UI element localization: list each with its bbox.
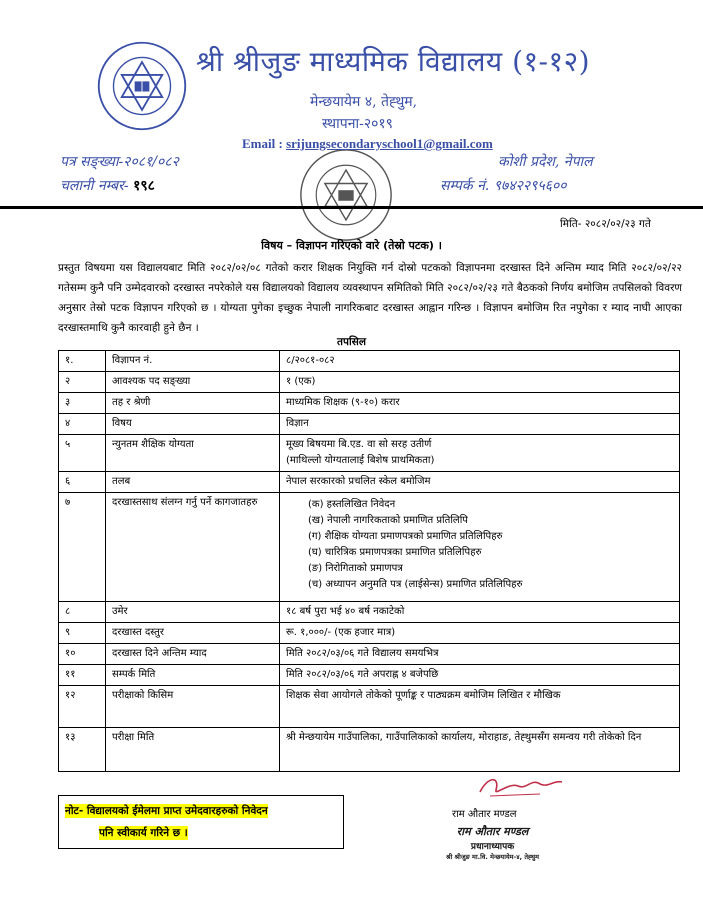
row-field: उमेर	[106, 602, 280, 623]
table-row	[59, 435, 680, 472]
row-field: विज्ञापन नं.	[106, 351, 280, 372]
row-field: दरखास्त दिने अन्तिम म्याद	[106, 644, 280, 665]
table-row	[59, 351, 680, 372]
contact-number	[440, 176, 567, 195]
row-field: विषय	[106, 414, 280, 435]
email-label: Email :	[242, 136, 283, 151]
row-number: ९	[59, 623, 106, 644]
table-row	[59, 372, 680, 393]
row-value-text: मिति २०८२/०३/०६ गते विद्यालय समयभित्र	[286, 648, 439, 659]
dispatch-number	[60, 176, 155, 195]
row-value-text: विज्ञान	[286, 418, 309, 429]
table-row	[59, 665, 680, 686]
row-value	[280, 393, 680, 414]
row-value	[280, 686, 680, 728]
stamp-name: राम औतार मण्डल	[456, 825, 529, 838]
row-number: ४	[59, 414, 106, 435]
table-row	[59, 623, 680, 644]
body-paragraph: प्रस्तुत विषयमा यस विद्यालयबाट मिति २०८२/०२/०८ गतेको करार शिक्षक नियुक्ति गर्न दोस्रो पटकको विज्ञापनमा दरखास्त दिने अन्तिम म्याद मिति २०८२/०२/२२ गतेसम्म कुनै पनि उम्मेदवारको दरखास्त नपरेकोले यस विद्यालयको विद्यालय व्यवस्थापन समितिको मिति २०८२/०२/२३ गते बैठकको निर्णय बमोजिम तपसिलको विवरण अनुसार तेस्रो पटक विज्ञापन गरिएको छ । योग्यता पुगेका इच्छुक नेपाली नागरिकबाट दरखास्त आह्वान गरिन्छ । विज्ञापन बमोजिम रित नपुगेका र म्याद नाघी आएका दरखास्तमाथि कुनै कारवाही हुने छैन ।	[58, 262, 682, 334]
table-row	[59, 493, 680, 602]
row-field: परीक्षा मिति	[106, 728, 280, 772]
school-logo	[96, 40, 188, 132]
table-row	[59, 602, 680, 623]
province: कोशी प्रदेश, नेपाल	[498, 154, 593, 170]
school-address: मेन्छयायेम ४, तेह्थुम,	[310, 94, 418, 110]
document-item: (क) हस्तलिखित निवेदन	[308, 499, 396, 510]
row-value-note: (माथिल्लो योग्यतालाई बिशेष प्राथमिकता)	[286, 455, 435, 466]
row-number: १२	[59, 686, 106, 728]
row-number: १.	[59, 351, 106, 372]
row-number: ७	[59, 493, 106, 602]
details-table	[58, 350, 680, 772]
row-number: १०	[59, 644, 106, 665]
row-value-text: १८ बर्ष पुरा भई ४० बर्ष नकाटेको	[286, 606, 405, 617]
table-row	[59, 686, 680, 728]
row-field: परीक्षाको किसिम	[106, 686, 280, 728]
row-value-text: रू. १,०००/- (एक हजार मात्र)	[286, 627, 396, 638]
row-value-text: माध्यमिक शिक्षक (९-१०) करार	[286, 397, 400, 408]
row-number: ५	[59, 435, 106, 472]
letter-number: पत्र सङ्ख्या-२०८१/०८२	[60, 154, 179, 170]
row-value-text: नेपाल सरकारको प्रचलित स्केल बमोजिम	[286, 476, 431, 487]
signatory-name: राम औतार मण्डल	[452, 809, 517, 820]
row-field: आवश्यक पद सङ्ख्या	[106, 372, 280, 393]
row-value	[280, 644, 680, 665]
row-field: न्युनतम शैक्षिक योग्यता	[106, 435, 280, 472]
row-number: ६	[59, 472, 106, 493]
school-seal	[298, 147, 394, 243]
contact-value: ९७४२२९५६००	[493, 178, 567, 194]
row-value	[280, 602, 680, 623]
row-number: ११	[59, 665, 106, 686]
email-line	[242, 136, 493, 152]
row-value-text: शिक्षक सेवा आयोगले तोकेको पूर्णाङ्क र पाठ्यक्रम बमोजिम लिखित र मौखिक	[286, 690, 561, 701]
note-line-1: नोट- विद्यालयको ईमेलमा प्राप्त उमेदवारहरुको निवेदन	[65, 805, 268, 817]
note-line-2: पनि स्वीकार्य गरिने छ ।	[99, 827, 188, 839]
table-title: तपसिल	[337, 336, 366, 348]
row-value-text: १ (एक)	[286, 376, 316, 387]
school-name: श्री श्रीजुङ माध्यमिक विद्यालय (१-१२)	[196, 45, 591, 78]
document-item: (च) अध्यापन अनुमति पत्र (लाईसेन्स) प्रमाणित प्रतिलिपिहरु	[308, 579, 523, 590]
row-value-text: ८/२०८१-०८२	[286, 355, 335, 366]
email-link[interactable]: srijungsecondaryschool1@gmail.com	[286, 136, 493, 151]
stamp-school: श्री श्रीजुङ मा.वि. मेन्छयायेम-४, तेह्थुम	[446, 853, 540, 861]
established-year: स्थापना-२०१९	[322, 116, 393, 132]
subject-line: विषय – विज्ञापन गरिएको वारे (तेस्रो पटक) ।	[261, 239, 442, 252]
row-field: सम्पर्क मिति	[106, 665, 280, 686]
row-number: १३	[59, 728, 106, 772]
dispatch-value: १९८	[133, 178, 155, 194]
dispatch-label: चलानी नम्बर-	[60, 178, 129, 194]
header-divider	[0, 206, 703, 209]
row-value-text: मिति २०८२/०३/०६ गते अपराह्न ४ बजेपछि	[286, 669, 439, 680]
row-value-text: मूख्य बिषयमा बि.एड. वा सो सरह उतीर्ण	[286, 439, 432, 450]
row-value	[280, 372, 680, 393]
letter-date: मिति- २०८२/०२/२३ गते	[560, 218, 651, 230]
note-box	[58, 795, 344, 849]
table-row	[59, 393, 680, 414]
row-value	[280, 414, 680, 435]
row-value	[280, 493, 680, 602]
row-value-text: श्री मेन्छयायेम गाउँपालिका, गाउँपालिकाको कार्यालय, मोराहाङ, तेह्थुमसँग समन्वय गरी तोकेको दिन	[286, 732, 642, 743]
table-row	[59, 414, 680, 435]
row-field: दरखास्तसाथ संलग्न गर्नु पर्ने कागजातहरु	[106, 493, 280, 602]
row-field: तह र श्रेणी	[106, 393, 280, 414]
row-field: तलब	[106, 472, 280, 493]
handwritten-signature	[470, 772, 570, 800]
row-number: ३	[59, 393, 106, 414]
row-value	[280, 665, 680, 686]
document-item: (ख) नेपाली नागरिकताको प्रमाणित प्रतिलिपि	[308, 515, 468, 526]
row-value	[280, 351, 680, 372]
row-number: २	[59, 372, 106, 393]
document-item: (ङ) निरोगिताको प्रमाणपत्र	[308, 563, 403, 574]
contact-label: सम्पर्क नं.	[440, 178, 490, 194]
document-item: (ग) शैक्षिक योग्यता प्रमाणपत्रको प्रमाणित प्रतिलिपिहरु	[308, 531, 503, 542]
principal-stamp	[446, 824, 539, 861]
table-row	[59, 472, 680, 493]
table-row	[59, 644, 680, 665]
row-value	[280, 472, 680, 493]
stamp-title: प्रधानाध्यापक	[470, 842, 515, 852]
row-value	[280, 728, 680, 772]
row-value	[280, 623, 680, 644]
document-item: (घ) चारित्रिक प्रमाणपत्रका प्रमाणित प्रतिलिपिहरु	[308, 547, 482, 558]
row-value	[280, 435, 680, 472]
table-row	[59, 728, 680, 772]
row-number: ८	[59, 602, 106, 623]
row-field: दरखास्त दस्तुर	[106, 623, 280, 644]
